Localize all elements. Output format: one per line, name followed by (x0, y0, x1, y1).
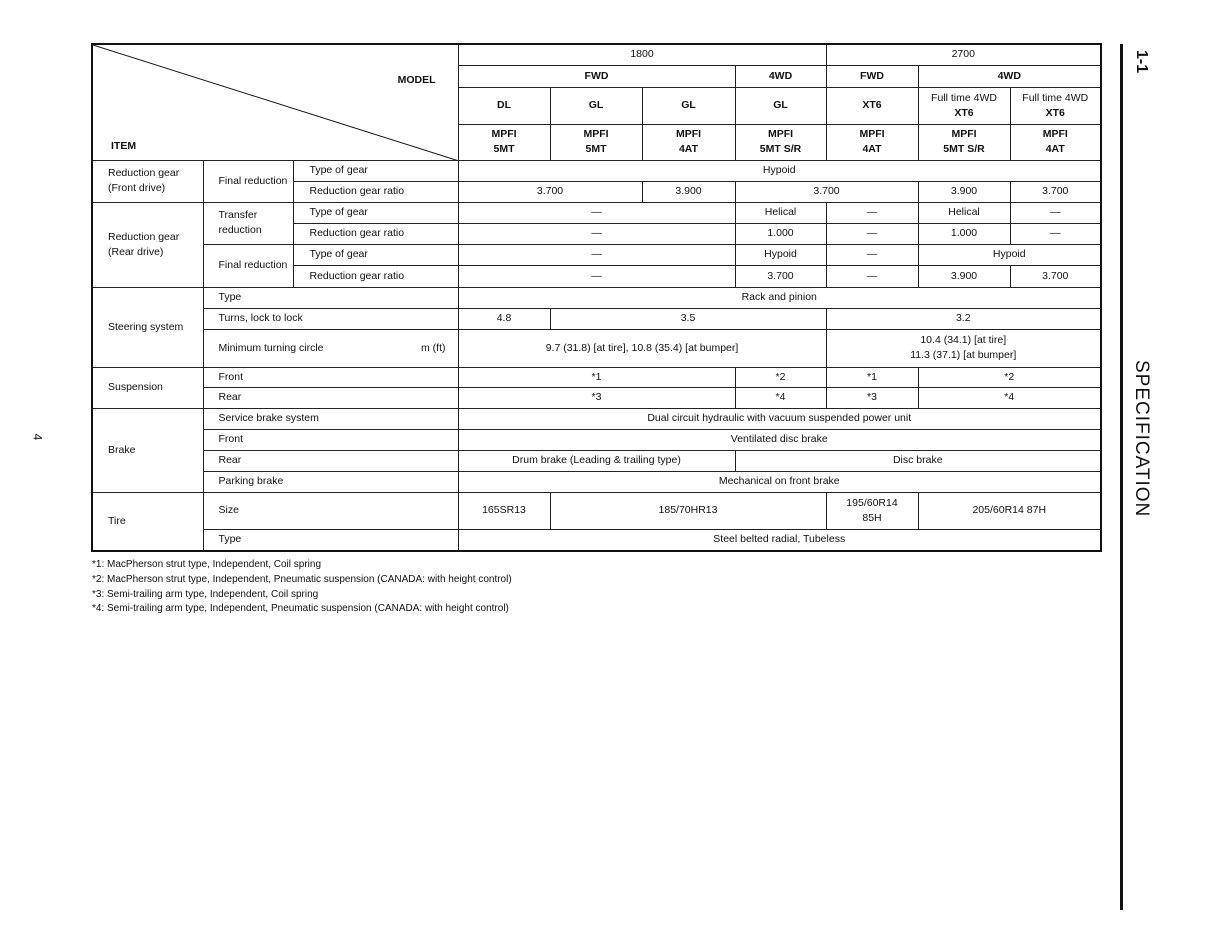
grade-line: DL (497, 99, 511, 111)
type-of-gear-label: Type of gear (293, 244, 458, 265)
service-brake-label: Service brake system (203, 408, 458, 429)
value-cell: Rack and pinion (458, 287, 1101, 308)
value-cell: Helical (918, 202, 1010, 223)
value-cell: Helical (735, 202, 826, 223)
drive-fwd: FWD (826, 65, 918, 87)
value-cell: *1 (458, 367, 735, 387)
drive-4wd: 4WD (735, 65, 826, 87)
transmission-line: 5MT S/R (943, 143, 985, 155)
transmission-line: MPFI (583, 128, 609, 140)
value-cell: Dual circuit hydraulic with vacuum suspended power unit (458, 408, 1101, 429)
grade-line: Full time 4WD (1022, 91, 1089, 104)
value-cell: 3.700 (1010, 265, 1101, 287)
transmission-line: 4AT (862, 143, 882, 155)
grade-line: GL (773, 99, 788, 111)
grade-line: XT6 (1045, 106, 1065, 119)
ratio-label: Reduction gear ratio (293, 181, 458, 202)
transmission-cell (826, 124, 918, 160)
value-cell: 3.900 (918, 265, 1010, 287)
value-line: 11.3 (37.1) [at bumper] (910, 349, 1017, 361)
transmission-cell (642, 124, 735, 160)
transmission-line: 5MT (493, 143, 515, 155)
transfer-reduction-label: Transfer reduction (203, 202, 293, 244)
value-cell: Hypoid (735, 244, 826, 265)
transmission-line: MPFI (1042, 128, 1068, 140)
transmission-line: 5MT (585, 143, 607, 155)
size-label: Size (203, 492, 458, 529)
specification-table (91, 43, 1102, 552)
transmission-line: MPFI (491, 128, 517, 140)
grade-line: XT6 (954, 106, 974, 119)
ratio-label: Reduction gear ratio (293, 265, 458, 287)
transmission-line: MPFI (767, 128, 794, 140)
item-label: ITEM (111, 139, 137, 152)
footnote: *3: Semi-trailing arm type, Independent, Coil spring (92, 588, 319, 600)
steering-label: Steering system (92, 287, 203, 367)
value-cell (826, 492, 918, 529)
grade-cell (918, 87, 1010, 124)
value-cell (826, 329, 1101, 367)
value-cell: 165SR13 (458, 492, 550, 529)
section-title: SPECIFICATION (1131, 360, 1152, 518)
value-cell: — (1010, 223, 1101, 244)
tire-label: Tire (92, 492, 203, 551)
value-cell: 3.900 (642, 181, 735, 202)
transmission-cell (458, 124, 550, 160)
value-cell: 3.700 (735, 265, 826, 287)
value-cell: — (458, 244, 735, 265)
grade-line: GL (588, 99, 604, 111)
value-cell: 3.900 (918, 181, 1010, 202)
type-of-gear-label: Type of gear (293, 202, 458, 223)
value-cell: 9.7 (31.8) [at tire], 10.8 (35.4) [at bumper] (458, 329, 826, 367)
value-cell: 3.700 (1010, 181, 1101, 202)
parking-brake-label: Parking brake (203, 471, 458, 492)
type-of-gear-label: Type of gear (293, 160, 458, 181)
steering-type-label: Type (203, 287, 458, 308)
transmission-line: 4AT (678, 143, 699, 155)
value-cell: — (458, 265, 735, 287)
drive-fwd: FWD (458, 65, 735, 87)
transmission-cell (1010, 124, 1101, 160)
grade-cell (550, 87, 642, 124)
value-cell: Steel belted radial, Tubeless (458, 529, 1101, 551)
value-cell: *4 (735, 387, 826, 408)
value-cell: 3.5 (550, 308, 826, 329)
grade-line: GL (681, 99, 696, 111)
value-cell: 3.2 (826, 308, 1101, 329)
value-cell: Disc brake (735, 450, 1101, 471)
model-item-header (92, 44, 458, 160)
transmission-cell (918, 124, 1010, 160)
footnote: *2: MacPherson strut type, Independent, Pneumatic suspension (CANADA: with height control) (92, 573, 512, 585)
footnote: *4: Semi-trailing arm type, Independent, Pneumatic suspension (CANADA: with height control) (92, 603, 509, 615)
brake-label: Brake (92, 408, 203, 492)
value-cell: *3 (826, 387, 918, 408)
engine-1800: 1800 (458, 44, 826, 65)
value-cell: 3.700 (458, 181, 642, 202)
value-cell: 185/70HR13 (550, 492, 826, 529)
value-cell: — (826, 244, 918, 265)
value-cell: *2 (918, 367, 1101, 387)
grade-cell (642, 87, 735, 124)
value-cell: 1.000 (735, 223, 826, 244)
turns-label: Turns, lock to lock (203, 308, 458, 329)
transmission-cell (735, 124, 826, 160)
value-line: 195/60R14 (846, 496, 898, 509)
value-cell: 4.8 (458, 308, 550, 329)
footnote: *1: MacPherson strut type, Independent, Coil spring (92, 559, 322, 570)
value-cell: Ventilated disc brake (458, 429, 1101, 450)
rear-label: Rear (203, 450, 458, 471)
rg-front-label: Reduction gear (Front drive) (92, 160, 203, 202)
front-label: Front (203, 367, 458, 387)
grade-cell (1010, 87, 1101, 124)
footnotes (92, 558, 512, 617)
transmission-line: MPFI (675, 128, 702, 140)
value-cell: Hypoid (918, 244, 1101, 265)
unit-label: m (ft) (421, 341, 446, 354)
final-reduction-label: Final reduction (203, 160, 293, 202)
diagonal-line (93, 45, 458, 160)
transmission-line: MPFI (951, 128, 977, 140)
value-cell: *4 (918, 387, 1101, 408)
front-label: Front (203, 429, 458, 450)
grade-cell (826, 87, 918, 124)
margin-rule (1120, 44, 1123, 910)
transmission-line: 4AT (1045, 143, 1065, 155)
value-cell: Mechanical on front brake (458, 471, 1101, 492)
engine-2700: 2700 (826, 44, 1101, 65)
value-cell: — (458, 202, 735, 223)
transmission-cell (550, 124, 642, 160)
value-cell: — (826, 265, 918, 287)
value-line: 10.4 (34.1) [at tire] (920, 334, 1007, 346)
value-cell: — (1010, 202, 1101, 223)
value-cell: *2 (735, 367, 826, 387)
value-cell: *1 (826, 367, 918, 387)
suspension-label: Suspension (92, 367, 203, 408)
grade-cell (735, 87, 826, 124)
turning-circle-text: Minimum turning circle (218, 341, 324, 354)
page-number: 4 (30, 433, 45, 441)
value-cell: Hypoid (458, 160, 1101, 181)
rear-label: Rear (203, 387, 458, 408)
tire-type-label: Type (203, 529, 458, 551)
transmission-line: 5MT S/R (759, 143, 802, 155)
grade-line: Full time 4WD (931, 91, 997, 104)
rg-rear-label: Reduction gear (Rear drive) (92, 202, 203, 287)
value-cell: — (826, 223, 918, 244)
value-cell: — (458, 223, 735, 244)
value-line: 85H (862, 511, 882, 524)
model-label: MODEL (397, 74, 436, 86)
value-cell: *3 (458, 387, 735, 408)
value-cell: 205/60R14 87H (918, 492, 1101, 529)
value-cell: 1.000 (918, 223, 1010, 244)
ratio-label: Reduction gear ratio (293, 223, 458, 244)
turning-circle-label (203, 329, 458, 367)
value-cell: 3.700 (735, 181, 918, 202)
value-cell: — (826, 202, 918, 223)
final-reduction-label: Final reduction (203, 244, 293, 287)
transmission-line: MPFI (859, 128, 885, 140)
value-cell: Drum brake (Leading & trailing type) (458, 450, 735, 471)
grade-line: XT6 (862, 99, 882, 111)
grade-cell (458, 87, 550, 124)
drive-4wd: 4WD (918, 65, 1101, 87)
section-number: 1-1 (1133, 50, 1150, 74)
